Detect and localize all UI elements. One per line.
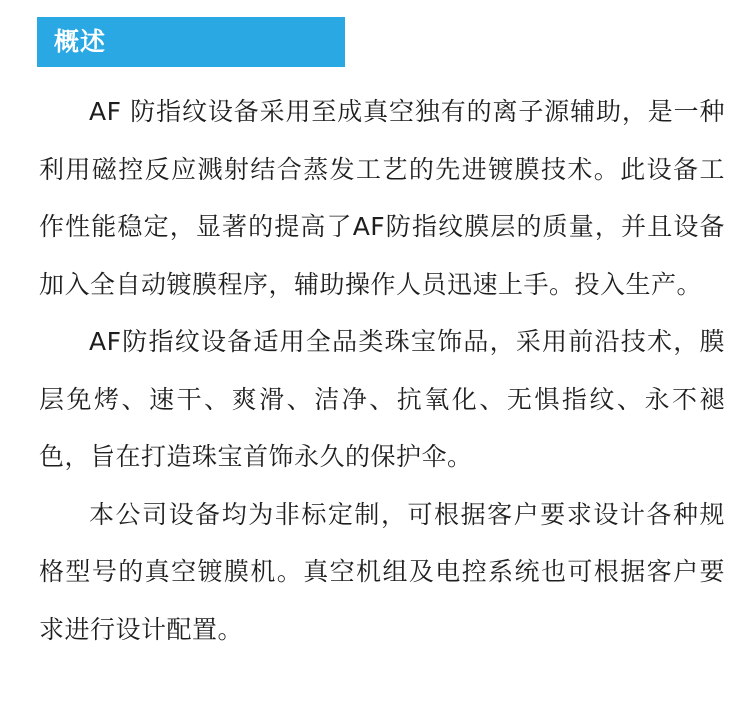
section-title: 概述 bbox=[54, 27, 107, 56]
section-header-bar bbox=[37, 17, 345, 67]
overview-content bbox=[39, 83, 725, 658]
paragraph-customization: 本公司设备均为非标定制，可根据客户要求设计各种规格型号的真空镀膜机。真空机组及电控系统也可根据客户要求进行设计配置。 bbox=[39, 499, 725, 644]
paragraph-application: AF防指纹设备适用全品类珠宝饰品，采用前沿技术，膜层免烤、速干、爽滑、洁净、抗氧化、无惧指纹、永不褪色，旨在打造珠宝首饰永久的保护伞。 bbox=[39, 327, 725, 471]
paragraph-intro: AF 防指纹设备采用至成真空独有的离子源辅助，是一种利用磁控反应溅射结合蒸发工艺的先进镀膜技术。此设备工作性能稳定，显著的提高了AF防指纹膜层的质量，并且设备加入全自动镀膜程序，辅助操作人员迅速上手。投入生产。 bbox=[39, 97, 725, 299]
